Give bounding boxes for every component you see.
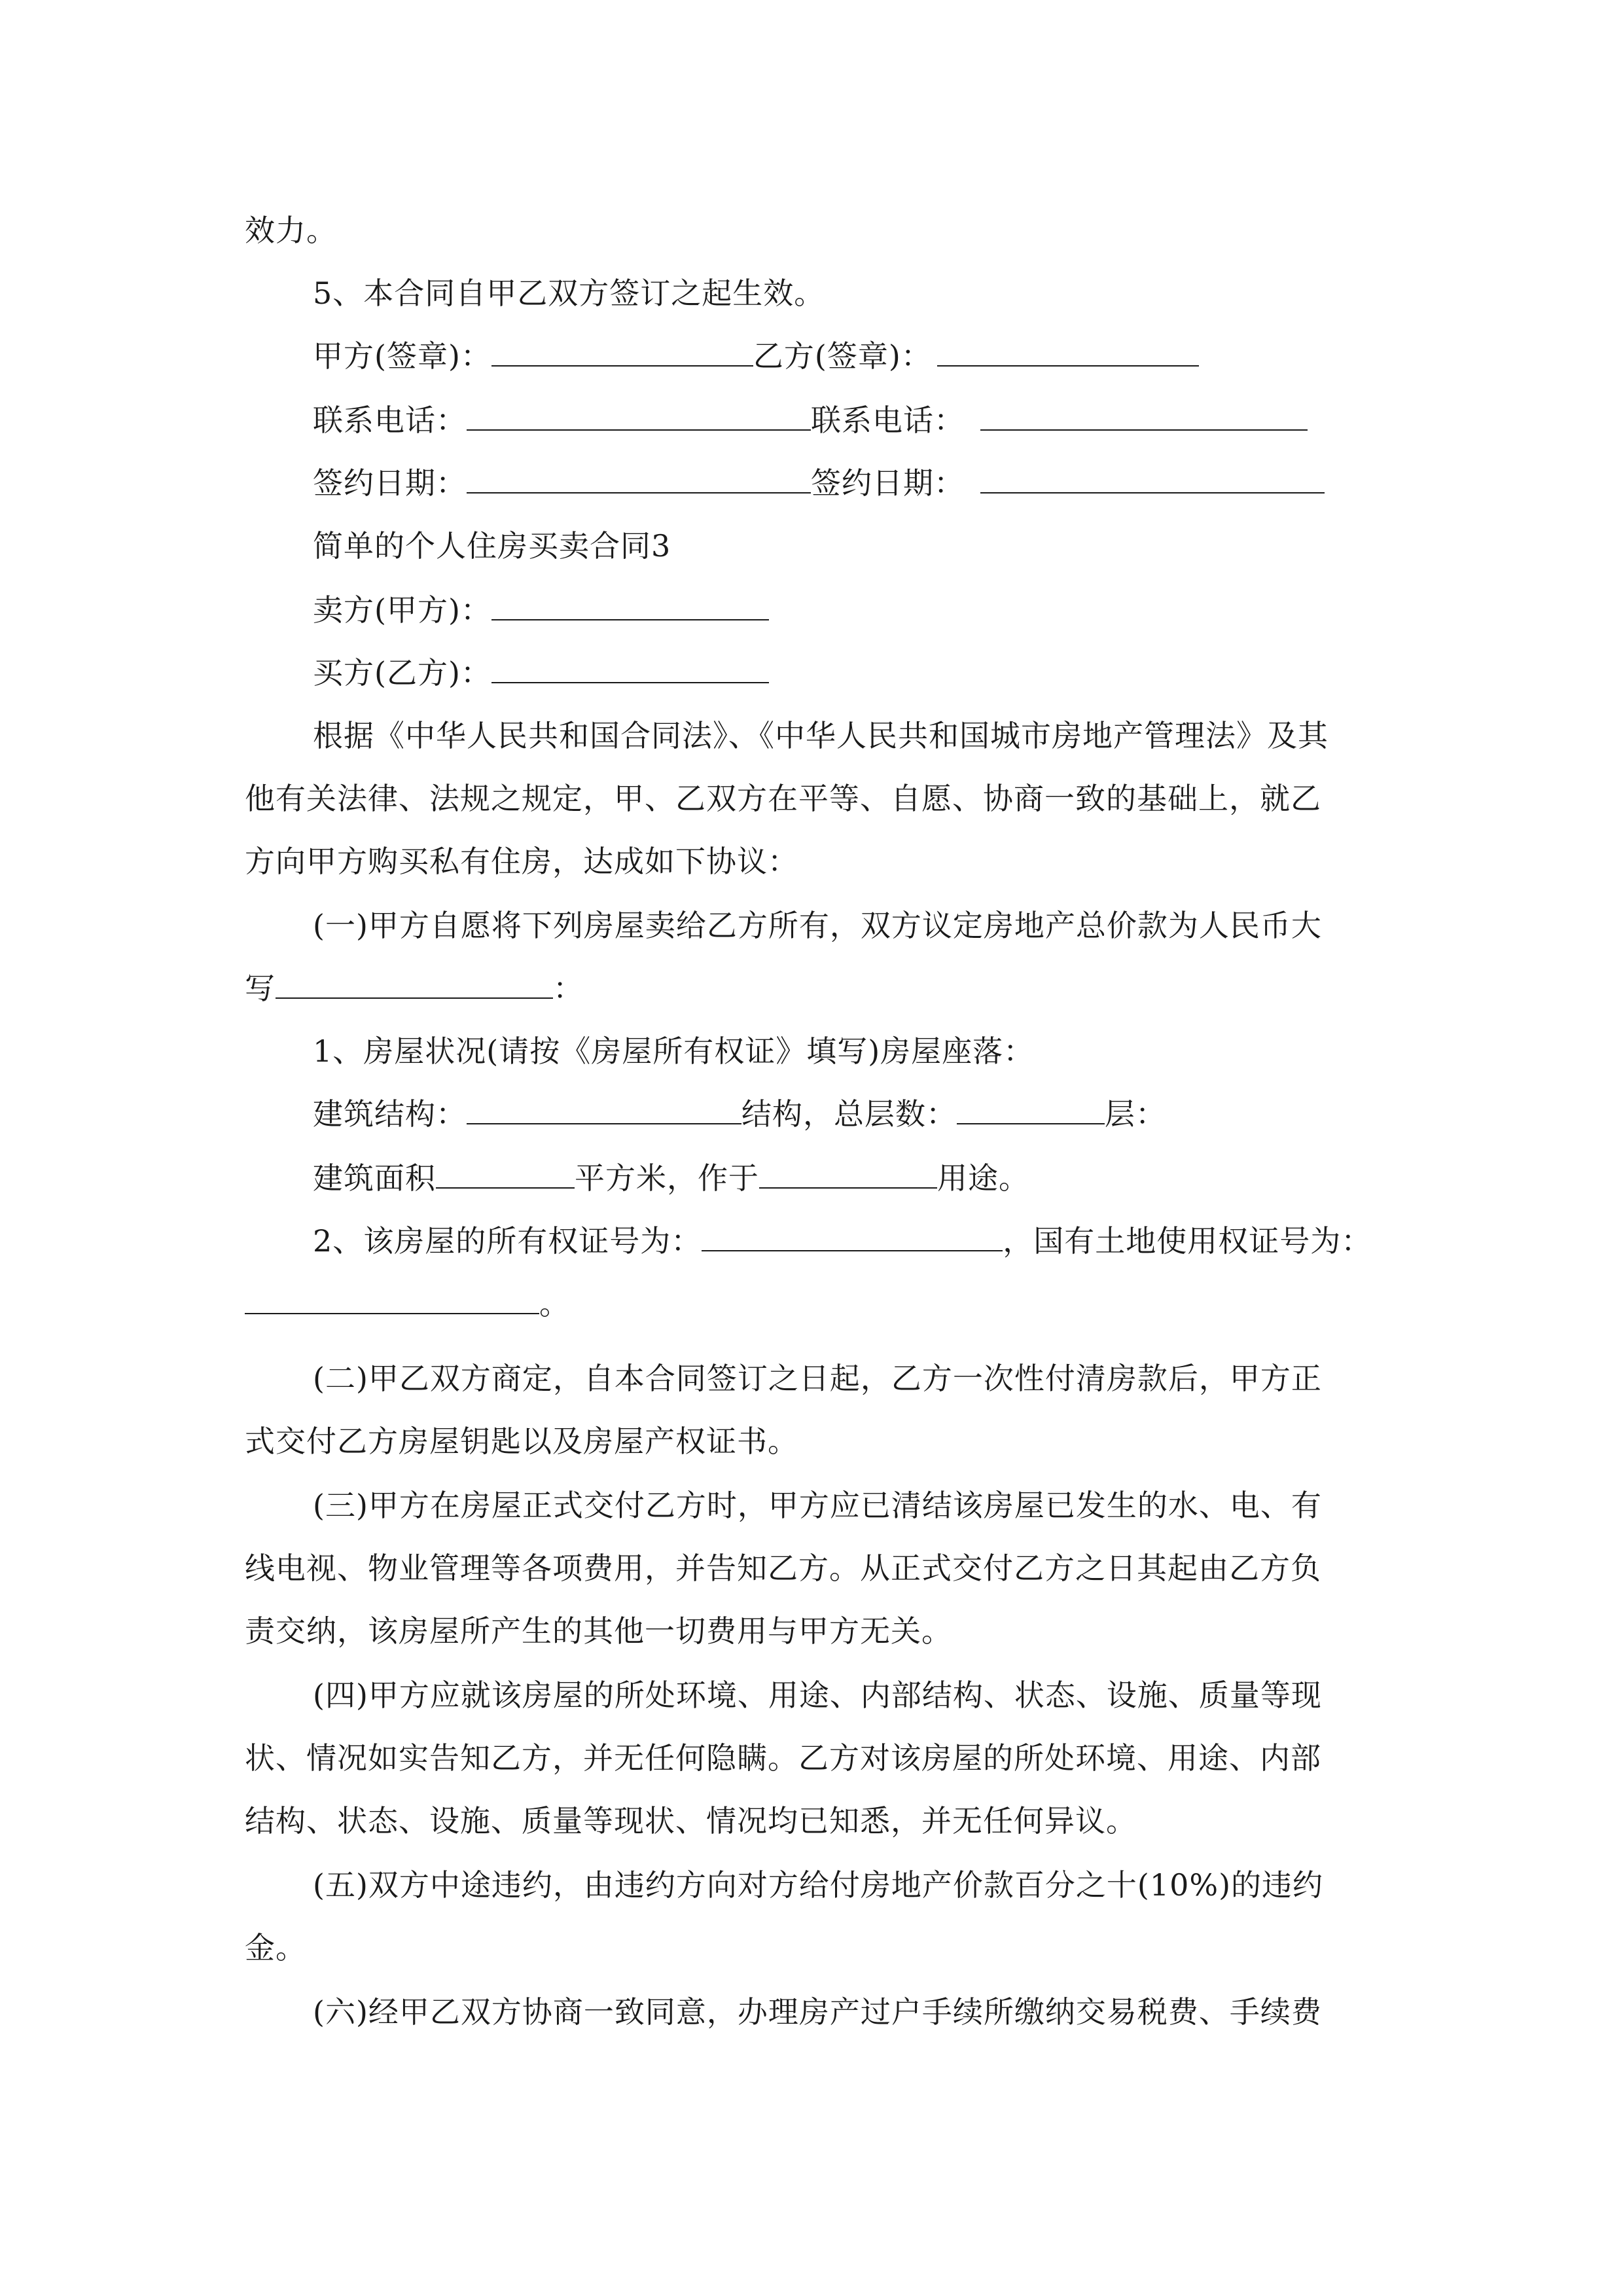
section-title (313, 526, 671, 565)
label: 层： (1105, 1096, 1166, 1132)
fill-blank (491, 590, 769, 620)
label: 联系电话： (811, 403, 965, 438)
text-line (245, 1801, 1137, 1840)
text-line (245, 1928, 306, 1967)
label: 建筑面积 (313, 1160, 436, 1196)
text: (一)甲方自愿将下列房屋卖给乙方所有，双方议定房地产总价款为人民币大 (313, 908, 1322, 943)
fill-blank (467, 401, 811, 431)
label: ： (553, 971, 584, 1006)
text-line (313, 906, 1322, 945)
text-line (245, 1422, 798, 1461)
text-line (245, 1738, 1321, 1778)
text: 结构、状态、设施、质量等现状、情况均已知悉，并无任何异议。 (245, 1803, 1137, 1839)
fill-blank (937, 336, 1199, 367)
text-line (245, 211, 337, 250)
label: 联系电话： (313, 403, 467, 438)
label: 2、该房屋的所有权证号为： (313, 1223, 702, 1259)
label: 平方米，作于 (575, 1160, 759, 1196)
text-line (245, 842, 798, 881)
text: 方向甲方购买私有住房，达成如下协议： (245, 844, 798, 879)
text: (二)甲乙双方商定，自本合同签订之日起，乙方一次性付清房款后，甲方正 (313, 1361, 1322, 1396)
text-line (313, 1031, 1034, 1071)
text: 状、情况如实告知乙方，并无任何隐瞒。乙方对该房屋的所处环境、用途、内部 (245, 1740, 1321, 1776)
text-line (313, 1992, 1322, 2032)
seller-line (313, 590, 769, 630)
label: 用途。 (937, 1160, 1029, 1196)
text-line (245, 1549, 1321, 1588)
label: 建筑结构： (313, 1096, 467, 1132)
text: (四)甲方应就该房屋的所处环境、用途、内部结构、状态、设施、质量等现 (313, 1677, 1322, 1713)
label: 。 (539, 1286, 570, 1321)
buyer-line (313, 653, 769, 692)
text: 1、房屋状况(请按《房屋所有权证》填写)房屋座落： (313, 1033, 1035, 1069)
label: 乙方(签章)： (753, 338, 932, 374)
fill-blank (491, 653, 769, 683)
structure-line (313, 1094, 1166, 1134)
label: 甲方(签章)： (313, 338, 491, 374)
text-line (313, 1486, 1322, 1525)
text-line (313, 1359, 1322, 1398)
fill-blank (702, 1221, 1003, 1251)
text: (三)甲方在房屋正式交付乙方时，甲方应已清结该房屋已发生的水、电、有 (313, 1488, 1322, 1523)
fill-blank (467, 1094, 741, 1124)
phone-line (313, 401, 1308, 440)
fill-blank (980, 463, 1325, 493)
fill-blank (759, 1158, 937, 1189)
fill-blank (957, 1094, 1105, 1124)
price-line (245, 969, 584, 1008)
text: (五)双方中途违约，由违约方向对方给付房地产价款百分之十(10%)的违约 (313, 1867, 1324, 1903)
fill-blank (436, 1158, 575, 1189)
text: 效力。 (245, 213, 337, 248)
text-line (313, 1865, 1323, 1905)
label: ，国有土地使用权证号为： (1003, 1223, 1372, 1259)
text-line (245, 1611, 952, 1651)
text: 简单的个人住房买卖合同3 (313, 528, 671, 564)
label: 签约日期： (313, 465, 467, 501)
text: 金。 (245, 1930, 306, 1965)
text-line (313, 1676, 1322, 1715)
text: 式交付乙方房屋钥匙以及房屋产权证书。 (245, 1424, 798, 1459)
fill-blank (276, 969, 553, 999)
text: 根据《中华人民共和国合同法》、《中华人民共和国城市房地产管理法》及其 (313, 718, 1329, 753)
text: 他有关法律、法规之规定，甲、乙双方在平等、自愿、协商一致的基础上，就乙 (245, 781, 1321, 816)
fill-blank (467, 463, 811, 493)
certificate-blank-line (245, 1284, 570, 1323)
signature-line-party-a-b (313, 336, 1199, 376)
text: 5、本合同自甲乙双方签订之起生效。 (313, 276, 825, 311)
text-line (313, 274, 825, 313)
text-line (245, 779, 1321, 818)
label: 签约日期： (811, 465, 965, 501)
fill-blank (245, 1284, 539, 1314)
text: 责交纳，该房屋所产生的其他一切费用与甲方无关。 (245, 1613, 952, 1649)
label: 结构，总层数： (741, 1096, 957, 1132)
date-line (313, 463, 1325, 503)
text: 线电视、物业管理等各项费用，并告知乙方。从正式交付乙方之日其起由乙方负 (245, 1551, 1321, 1586)
fill-blank (491, 336, 753, 367)
label: 写 (245, 971, 276, 1006)
text: (六)经甲乙双方协商一致同意，办理房产过户手续所缴纳交易税费、手续费 (313, 1994, 1322, 2030)
label: 买方(乙方)： (313, 655, 491, 691)
fill-blank (980, 401, 1308, 431)
certificate-line (313, 1221, 1372, 1261)
label: 卖方(甲方)： (313, 592, 491, 628)
area-line (313, 1158, 1029, 1198)
text-line (313, 716, 1329, 755)
